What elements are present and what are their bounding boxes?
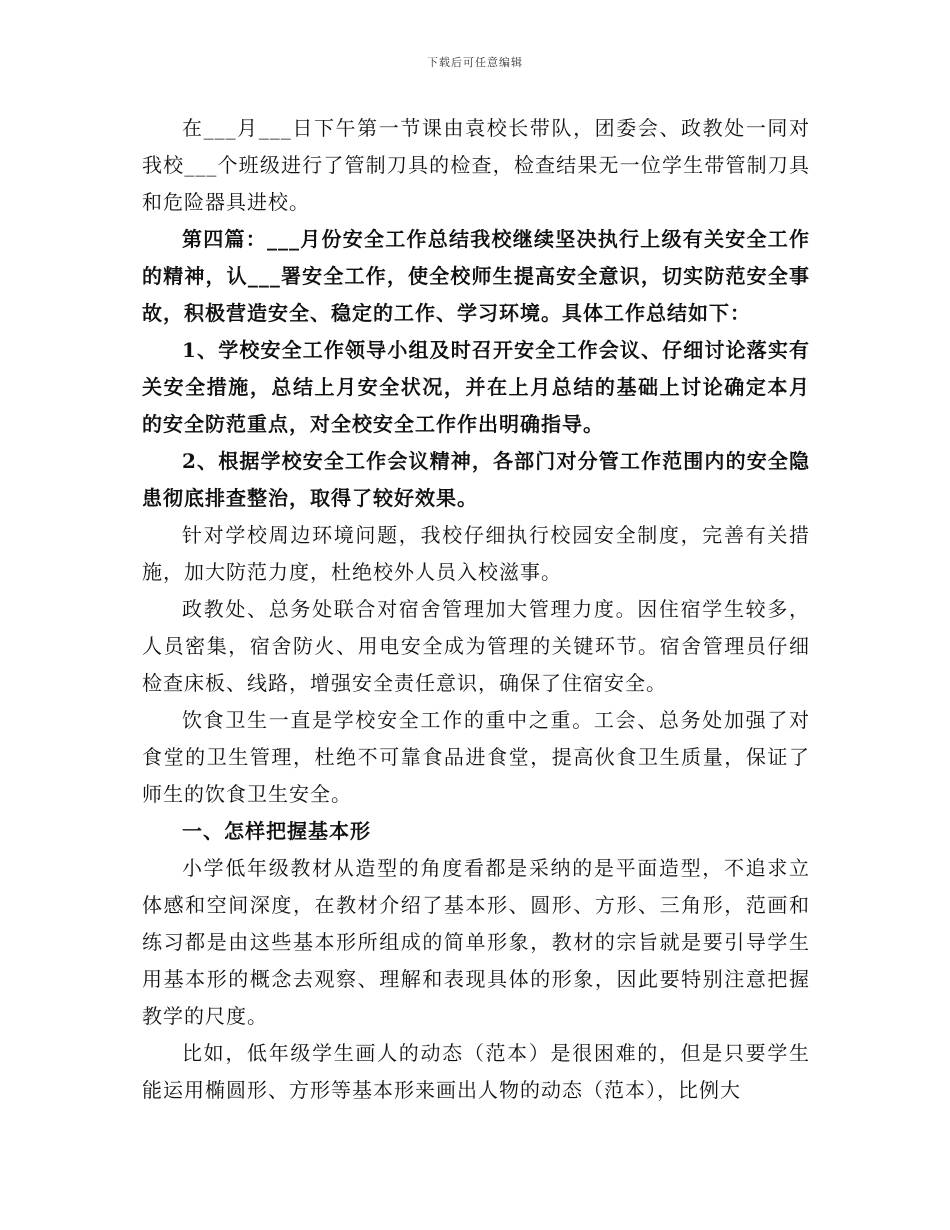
paragraph-example: 比如，低年级学生画人的动态（范本）是很困难的，但是只要学生能运用椭圆形、方形等基本形来画出人物的动态（范本），比例大 xyxy=(142,1041,810,1102)
paragraph-item-2: 2、根据学校安全工作会议精神，各部门对分管工作范围内的安全隐患彻底排查整治，取得了较好效果。 xyxy=(142,449,810,510)
paragraph-knife-inspection: 在___月___日下午第一节课由袁校长带队，团委会、政教处一同对我校___个班级进行了管制刀具的检查，检查结果无一位学生带管制刀具和危险器具进校。 xyxy=(142,116,810,214)
section-heading-basic-shapes: 一、怎样把握基本形 xyxy=(182,819,371,843)
paragraph-campus-environment: 针对学校周边环境问题，我校仔细执行校园安全制度，完善有关措施，加大防范力度，杜绝校外人员入校滋事。 xyxy=(142,523,810,584)
paragraph-item-1: 1、学校安全工作领导小组及时召开安全工作会议、仔细讨论落实有关安全措施，总结上月安全状况，并在上月总结的基础上讨论确定本月的安全防范重点，对全校安全工作作出明确指导。 xyxy=(142,338,810,436)
paragraph-dormitory-management: 政教处、总务处联合对宿舍管理加大管理力度。因住宿学生较多，人员密集，宿舍防火、用电安全成为管理的关键环节。宿舍管理员仔细检查床板、线路，增强安全责任意识，确保了住宿安全。 xyxy=(142,597,810,695)
document-body xyxy=(142,110,810,1109)
paragraph-basic-shapes: 小学低年级教材从造型的角度看都是采纳的是平面造型，不追求立体感和空间深度，在教材介绍了基本形、圆形、方形、三角形，范画和练习都是由这些基本形所组成的简单形象，教材的宗旨就是要引导学生用基本形的概念去观察、理解和表现具体的形象，因此要特别注意把握教学的尺度。 xyxy=(142,856,810,1028)
paragraph-food-hygiene: 饮食卫生一直是学校安全工作的重中之重。工会、总务处加强了对食堂的卫生管理，杜绝不可靠食品进食堂，提高伙食卫生质量，保证了师生的饮食卫生安全。 xyxy=(142,708,810,806)
page-header-note: 下载后可任意编辑 xyxy=(427,56,523,69)
paragraph-part-four-intro: 第四篇：___月份安全工作总结我校继续坚决执行上级有关安全工作的精神，认___署安全工作，使全校师生提高安全意识，切实防范安全事故，积极营造安全、稳定的工作、学习环境。具体工作总结如下： xyxy=(142,227,810,325)
